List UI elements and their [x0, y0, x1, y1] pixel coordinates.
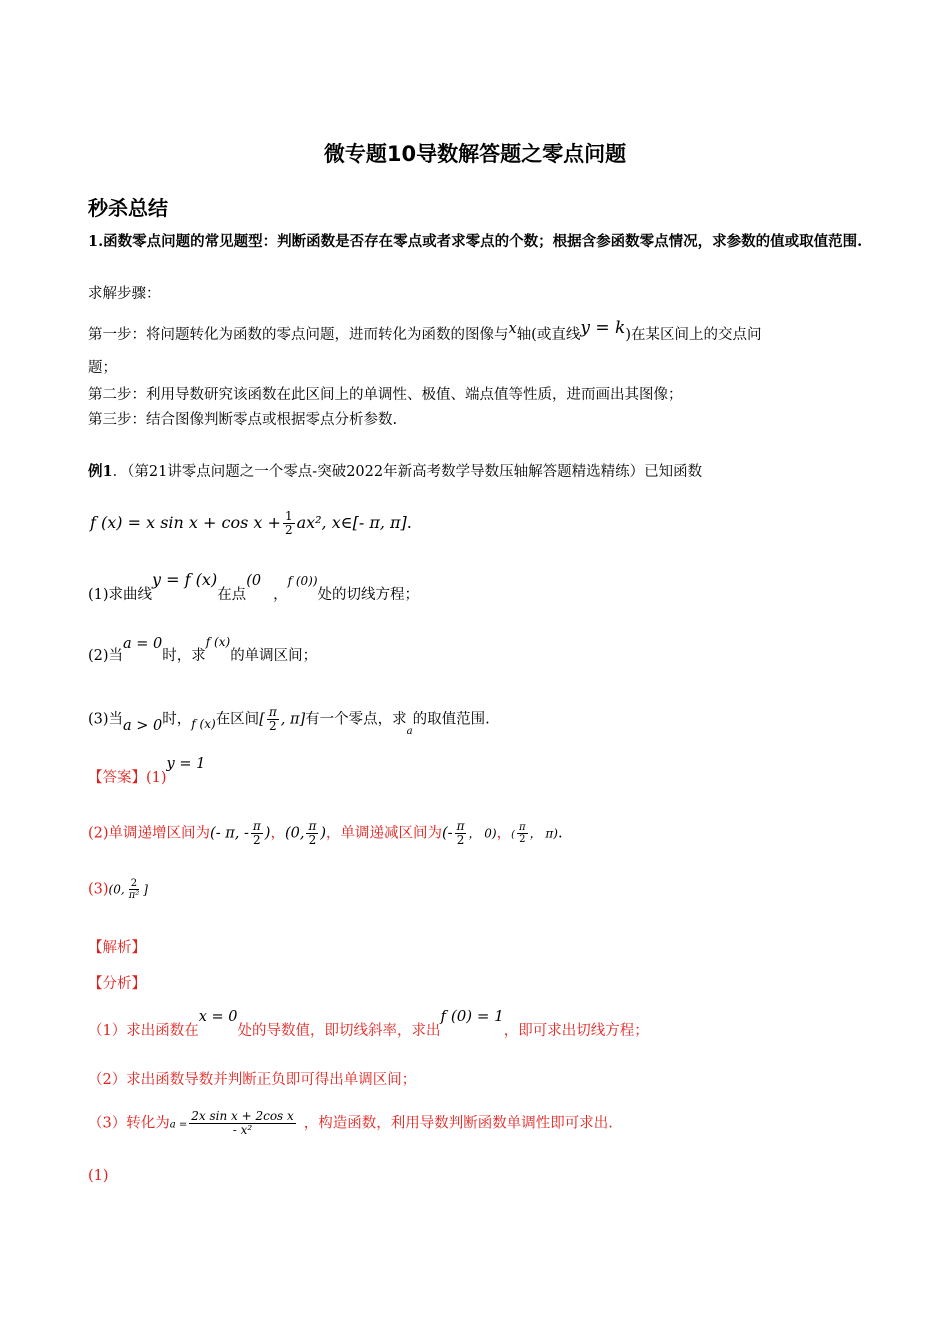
question-1: (1)求曲线y = f (x)在点(0，$^{f (0))}$处的切线方程；	[88, 570, 420, 603]
step-1-cont: 题；	[88, 360, 117, 376]
question-2: (2)当a = 0时，求$^{f (x)}$的单调区间；	[88, 635, 318, 664]
analysis-line-1: （1）求出函数在x = 0处的导数值，即切线斜率，求出f (0) = 1，即可求出切线方程；	[88, 1007, 649, 1039]
section-heading: 秒杀总结	[88, 196, 168, 220]
page-title: 微专题10导数解答题之零点问题	[323, 142, 627, 166]
example-header: 例1．（第21讲零点问题之一个零点-突破2022年新高考数学导数压轴解答题精选精练）已知函数	[88, 463, 703, 480]
example-label: 例1	[88, 463, 113, 480]
analysis-sub-label: 【分析】	[88, 976, 146, 992]
step-3: 第三步：结合图像判断零点或根据零点分析参数.	[88, 412, 398, 428]
answer-label: 【答案】	[88, 770, 146, 786]
summary-point-1: 1.函数零点问题的常见题型：判断函数是否存在零点或者求零点的个数；根据含参函数零点情况，求参数的值或取值范围.	[88, 233, 863, 250]
analysis-line-3: （3）转化为a = $\frac{\text{2x sin x + 2cos x}}{\text{- x²}}$ ，构造函数，利用导数判断函数单调性即可求出.	[88, 1109, 613, 1138]
question-3: (3)当a > 0时，$_{f (x)}$在区间[ $\frac{\pi}{2}$ , π]有一个零点，求$_a$的取值范围.	[88, 705, 490, 737]
step-1: 第一步：将问题转化为函数的零点问题，进而转化为函数的图像与x轴(或直线y = k)在某区间上的交点问	[88, 318, 762, 343]
analysis-line-4: (1)	[88, 1168, 109, 1184]
analysis-line-2: （2）求出函数导数并判断正负即可得出单调区间；	[88, 1072, 417, 1088]
analysis-label: 【解析】	[88, 940, 146, 956]
answer-3: (3)(0, $\frac{2}{\text{π²}}$ ]	[88, 878, 148, 901]
step-2: 第二步：利用导数研究该函数在此区间上的单调性、极值、端点值等性质，进而画出其图像；	[88, 387, 683, 403]
answer-2: (2)单调递增区间为(- π, - $\frac{\pi}{2}$ )，(0, $\frac{\pi}{2}$ )，单调递减区间为(- $\frac{\pi}{2}$ ， 0)，( $\frac{\pi}{2}$ ， π).	[88, 819, 563, 848]
example-function: f (x) = x sin x + cos x + $\frac{1}{2}$ ax², x∈[- π, π].	[90, 509, 412, 538]
steps-label: 求解步骤：	[88, 286, 161, 302]
answer-1: 【答案】(1)y = 1	[88, 756, 206, 786]
